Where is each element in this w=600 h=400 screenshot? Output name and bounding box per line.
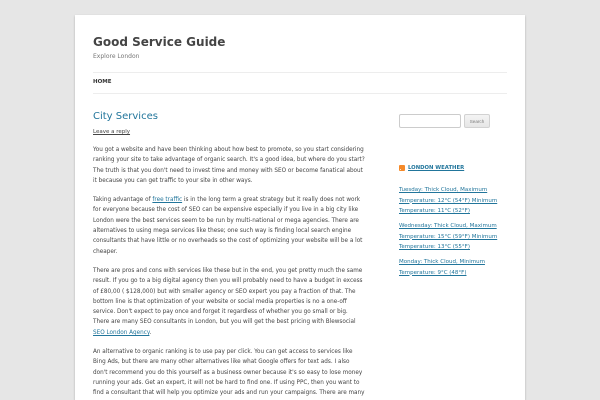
search-input[interactable]: [399, 114, 461, 128]
paragraph-text: is in the long term a great strategy but it really does not work for everyone because the cost of SEO can be expensive especially if you live in a big city like London were the best services seem to be run by multi-national or mega agencies. There are alternatives to using mega services like these; one such way is finding local search engine consultants that have little or no overheads so the cost of optimizing your website will be a lot cheaper.: [93, 197, 363, 255]
free-traffic-link[interactable]: free traffic: [152, 197, 183, 204]
weather-forecast-link[interactable]: Monday: Thick Cloud, Minimum Temperature: 9°C (48°F): [399, 259, 485, 276]
weather-widget-title: [399, 165, 464, 171]
main-nav: [93, 72, 507, 94]
post-paragraph: [93, 195, 365, 257]
post-paragraph: [93, 266, 365, 338]
leave-reply-link[interactable]: Leave a reply: [93, 129, 131, 135]
weather-forecast-link[interactable]: Tuesday: Thick Cloud, Maximum Temperature: 12°C (54°F) Minimum Temperature: 11°C (52°F): [399, 187, 498, 215]
search-button[interactable]: Search: [464, 114, 490, 128]
london-weather-link[interactable]: LONDON WEATHER: [408, 165, 465, 171]
paragraph-text: There are pros and cons with services like these but in the end, you get pretty much the same result. If you go to a big digital agency then you will probably need to have a budget in excess of £80,00 ( $128,000) but with smaller agency or SEO expert you pay a fraction of that. The bottom line is that optimization of your website or social media properties is no a one-off service. Don't expect to pay once and forget it regardless of whether you go small or big. There are many SEO consultants in London, but you will get the best pricing with Blewsocial: [93, 267, 363, 326]
post-title[interactable]: City Services: [93, 111, 158, 122]
paragraph-text: .: [149, 329, 152, 336]
seo-london-agency-link[interactable]: SEO London Agency: [93, 329, 150, 336]
page: [75, 15, 525, 400]
post-paragraph: An alternative to organic ranking is to use pay per click. You can get access to services like Bing Ads, but there are many other alternatives like what Google offers for text ads. I also don't recommend you do this yourself as a business owner because it's so easy to lose money running your ads. Get an expert, it will not be hard to find one. If using PPC, then you want to find a consultant that will help you optimize your ads and run your campaigns. There are many: [93, 349, 365, 397]
rss-icon[interactable]: [399, 165, 405, 171]
nav-home-link[interactable]: HOME: [93, 79, 112, 85]
paragraph-text: Taking advantage of: [93, 197, 153, 204]
post-paragraph: You got a website and have been thinking about how best to promote, so you start considering ranking your site to take advantage of organic search. It's a good idea, but where do you start? The truth is that you don't need to invest time and money with SEO or become fanatical about it because you can get traffic to your site in other ways.: [93, 147, 365, 184]
post: [93, 111, 365, 399]
site-description: Explore London: [93, 53, 140, 60]
site-title[interactable]: Good Service Guide: [93, 35, 226, 49]
weather-forecast-link[interactable]: Wednesday: Thick Cloud, Maximum Temperature: 15°C (59°F) Minimum Temperature: 13°C (55°F): [399, 223, 498, 251]
